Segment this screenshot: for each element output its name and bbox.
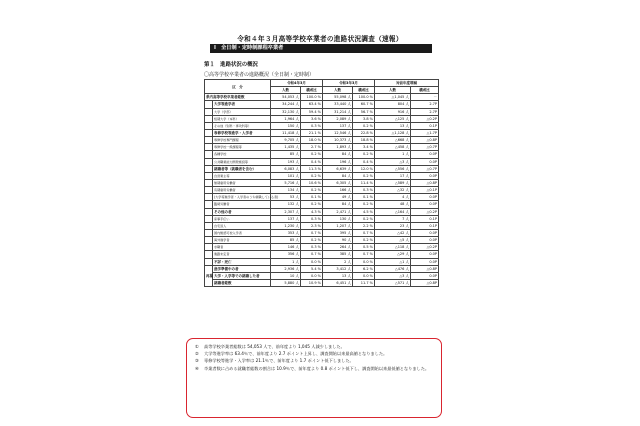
row-value: 0.0 % [301,258,323,265]
row-value: 84 人 [323,172,353,179]
row-value: 0.7 % [353,229,375,236]
row-value: 13 人 [375,122,411,129]
row-label: 短期大学（本科） [213,115,271,122]
table-row [205,265,439,272]
section-bar: Ⅰ 全日制・定時制課程卒業者 [210,44,432,53]
row-value: △458 人 [375,144,411,151]
row-gutter [205,251,213,258]
row-label: 求職者 [213,244,271,251]
table-row [205,151,439,158]
row-value: 0.0 % [301,272,323,279]
row-gutter [205,194,213,201]
row-value: 1,964 人 [271,115,301,122]
row-value: 2,089 人 [323,115,353,122]
row-value: 0.1 % [301,194,323,201]
table-row [205,237,439,244]
header-category: 区 分 [205,80,271,94]
row-value: 196 人 [323,158,353,165]
table-row [205,222,439,229]
row-value: △1,045 人 [375,94,411,101]
row-value: 0.1P [411,215,439,222]
table-header-row [205,80,439,87]
row-value: 59.4 % [301,108,323,115]
row-gutter [205,101,213,108]
row-value: 385 人 [323,251,353,258]
row-value: 2.7P [411,108,439,115]
row-value: 33,440 人 [323,101,353,108]
row-value: 0.0P [411,201,439,208]
row-value: 137 人 [323,122,353,129]
row-label: 国内無認可校入学者 [213,229,271,236]
results-table [204,79,439,287]
row-value: 353 人 [271,229,301,236]
row-gutter [205,165,213,172]
table-row [205,272,439,279]
row-value: 3.6 % [301,115,323,122]
row-gutter [205,208,213,215]
row-value: 0.0P [411,194,439,201]
side-label-recap: 再掲 [205,265,213,286]
note-marker: ② [195,351,199,357]
row-value: 0.2 % [301,151,323,158]
header-period: 令和3年3月 [323,80,375,87]
row-value: 31,214 人 [323,108,353,115]
row-value: 63.4 % [301,101,323,108]
row-label: 就職者等（就職者を含む） [213,165,271,172]
table-row [205,279,439,286]
row-value: 84 人 [323,151,353,158]
note-marker: ④ [195,365,199,371]
row-value: 0.3 % [301,122,323,129]
row-value: △1,128 人 [375,129,411,136]
row-value: 12,546 人 [323,129,353,136]
row-label: 家事手伝い [213,215,271,222]
header-sub: 人数 [271,87,301,94]
table-row [205,129,439,136]
table-row [205,201,439,208]
row-value: 23 人 [375,222,411,229]
row-gutter [205,237,213,244]
table-row [205,244,439,251]
row-label: 大学等進学者 [213,101,271,108]
row-value: 2.3 % [301,222,323,229]
row-value: 146 人 [271,244,301,251]
row-value: 13 人 [323,272,353,279]
table-row [205,122,439,129]
row-value: △1 人 [375,258,411,265]
row-gutter [205,137,213,144]
row-value: 54,053 人 [271,94,301,101]
row-value: 9,705 人 [271,137,301,144]
row-label: 公共職業能力開発施設等 [213,158,271,165]
row-value: △0.7P [411,144,439,151]
row-value: 130 人 [323,215,353,222]
row-value: 0.2 % [301,201,323,208]
row-gutter [205,258,213,265]
row-value: 18.0 % [301,137,323,144]
row-value: 18.8 % [353,137,375,144]
row-value: 134 人 [271,187,301,194]
row-label: 専修学校一般課程等 [213,144,271,151]
row-value: 10.6 % [301,179,323,186]
row-value: 2,471 人 [323,208,353,215]
header-sub: 人数 [375,87,411,94]
row-value: 1 人 [375,151,411,158]
row-value: 22.8 % [353,129,375,136]
row-value: 0.1P [411,122,439,129]
row-label: 進路未定者 [213,251,271,258]
row-label: 臨時労働者 [213,201,271,208]
row-label: 大学（学部） [213,108,271,115]
row-value: 0.0P [411,237,439,244]
header-sub: 構成比 [353,87,375,94]
header-sub: 人数 [323,87,353,94]
row-value: 3.8 % [353,115,375,122]
header-period: 対前年度増減 [375,80,439,87]
row-value: － [411,94,439,101]
row-value: 11.3 % [301,165,323,172]
note-item [195,343,433,350]
row-gutter [205,179,213,186]
row-value: △118 人 [375,244,411,251]
row-value: 90 人 [323,237,353,244]
table-row [205,144,439,151]
row-value: △668 人 [375,137,411,144]
row-gutter [205,222,213,229]
row-value: 100.0 % [353,94,375,101]
row-value: 0.2 % [301,187,323,194]
row-label: (大学等進学者・入学者のうち就職している者) [214,195,279,200]
row-value: 2 人 [323,258,353,265]
row-value: 1,435 人 [271,144,301,151]
row-value: △556 人 [375,165,411,172]
row-value: 60.7 % [353,101,375,108]
row-gutter [205,115,213,122]
header-sub: 構成比 [411,87,439,94]
row-value: 0.1 % [353,194,375,201]
row-value: △164 人 [375,208,411,215]
row-value: 21.1 % [301,129,323,136]
row-gutter [205,129,213,136]
row-value: 11.7 % [353,279,375,286]
row-value: 4.3 % [301,208,323,215]
row-gutter [205,158,213,165]
row-value: △32 人 [375,187,411,194]
note-text: 専修学校等進学・入学率は 21.1％で、前年度より 1.7 ポイント低下しました。 [204,358,354,364]
row-label: 県内高等学校卒業者総数 [205,94,271,101]
row-value: 56.7 % [353,108,375,115]
note-text: 大学等進学率は 63.4％で、前年度より 2.7 ポイント上昇し、調査開始以来最高値となりました。 [204,351,388,357]
page-title: 令和４年３月高等学校卒業者の進路状況調査（速報） [237,35,403,43]
row-value: 356 人 [271,251,301,258]
note-marker: ① [195,344,199,349]
row-value: 916 人 [375,108,411,115]
row-value: 0.4 % [353,158,375,165]
note-item [195,365,433,372]
row-value: 137 人 [271,215,301,222]
row-label: 自宅浪人 [213,222,271,229]
header-sub: 構成比 [301,87,323,94]
note-text: 卒業者数に占める就職者総数の割合は 10.9％で、前年度より 0.8 ポイント低下し、調査開始以来最低値となりました。 [204,365,430,371]
row-value: 0.3 % [301,244,323,251]
table-row [205,215,439,222]
row-value: △3 人 [375,158,411,165]
row-value: △0.1P [411,187,439,194]
row-value: 55,098 人 [323,94,353,101]
row-value: 85 人 [271,151,301,158]
row-value: 12.0 % [353,165,375,172]
row-value: 0.2 % [353,122,375,129]
row-value: 10.9 % [301,279,323,286]
table-row [205,165,439,172]
row-value: 0.2 % [353,215,375,222]
row-value: 6,083 人 [271,165,301,172]
row-value: 6.2 % [353,265,375,272]
row-value: 4 人 [375,194,411,201]
note-item [195,357,433,364]
row-value: 2.7P [411,101,439,108]
row-value: 5,716 人 [271,179,301,186]
row-value: △571 人 [375,279,411,286]
row-value: △29 人 [375,251,411,258]
row-value: 0.0P [411,258,439,265]
row-value: 0.0P [411,151,439,158]
row-value: 0.3 % [301,215,323,222]
row-label: 専修学校等進学・入学者 [213,129,271,136]
row-value: △476 人 [375,265,411,272]
row-value: 11,418 人 [271,129,301,136]
table-row [205,251,439,258]
row-value: 0.2 % [353,151,375,158]
row-value: 1,893 人 [323,144,353,151]
row-value: 6,305 人 [323,179,353,186]
row-label: 専修学校専門課程 [213,137,271,144]
note-item [195,350,433,357]
row-value: 6,451 人 [323,279,353,286]
row-value: 1,207 人 [323,222,353,229]
row-value: 0.0 % [353,258,375,265]
table-row [205,94,439,101]
row-value: 101 人 [271,172,301,179]
row-value: 3.4 % [353,144,375,151]
row-value: 264 人 [323,244,353,251]
row-value: 0.2 % [353,172,375,179]
row-value: 1 人 [271,258,301,265]
row-label: 不詳・死亡 [213,258,271,265]
row-label: 海外進学者 [213,237,271,244]
table-row [205,208,439,215]
row-label: その他の者 [213,208,271,215]
note-marker: ③ [195,358,199,364]
row-value: 132 人 [271,201,301,208]
row-value: 0.7 % [353,251,375,258]
row-value: △0.2P [411,115,439,122]
table-row [205,172,439,179]
row-value: 150 人 [271,122,301,129]
row-value: 0.4 % [301,158,323,165]
row-value: 32,130 人 [271,108,301,115]
row-value: 0.3 % [353,187,375,194]
row-value: △0.8P [411,179,439,186]
row-gutter [205,108,213,115]
table-row [205,229,439,236]
row-value: 2.2 % [353,222,375,229]
row-value: 49 人 [323,194,353,201]
row-value: △589 人 [375,179,411,186]
row-gutter [205,187,213,194]
row-value: 5.4 % [301,265,323,272]
row-value: 0.0P [411,229,439,236]
row-label: 各種学校 [213,151,271,158]
row-value: 7 人 [375,215,411,222]
row-gutter [205,151,213,158]
row-label: その他（別科・専攻科等） [213,122,271,129]
row-value: △3 人 [375,272,411,279]
row-value: △125 人 [375,115,411,122]
notes-box [186,338,442,418]
row-value: 100.0 % [301,94,323,101]
row-value: △0.8P [411,265,439,272]
table-row [205,158,439,165]
table-row [205,179,439,186]
row-value: △0.2P [411,244,439,251]
row-value: △0.8P [411,137,439,144]
row-label: 有期雇用労働者 [213,187,271,194]
row-value: 0.2 % [301,172,323,179]
row-gutter [205,201,213,208]
row-value: 0.2 % [353,201,375,208]
header-period: 令和4年3月 [271,80,323,87]
table-row [205,101,439,108]
row-value: 10,373 人 [323,137,353,144]
row-value: 53 人 [271,194,301,201]
row-label: 自営業主等 [213,172,271,179]
row-value: △0.7P [411,165,439,172]
row-value: 11.4 % [353,179,375,186]
row-gutter [205,144,213,151]
row-value: 0.2 % [353,237,375,244]
row-value: 0.0P [411,172,439,179]
row-label: 就職者総数 [213,279,271,286]
row-value: 0.0P [411,158,439,165]
row-value: △1.7P [411,129,439,136]
row-value: 6,639 人 [323,165,353,172]
row-value: 804 人 [375,101,411,108]
row-value: △0.8P [411,279,439,286]
row-value: 0.1P [411,222,439,229]
row-gutter [205,122,213,129]
row-value: 395 人 [323,229,353,236]
row-value: 0.7 % [301,229,323,236]
row-gutter [205,244,213,251]
row-value: 34,244 人 [271,101,301,108]
row-value: 1,230 人 [271,222,301,229]
row-gutter [205,229,213,236]
row-value: 48 人 [375,201,411,208]
table-row [205,108,439,115]
row-value: 0.0P [411,272,439,279]
row-value: 84 人 [323,201,353,208]
row-value: 17 人 [375,172,411,179]
table-row [205,187,439,194]
table-row [205,115,439,122]
row-value: 166 人 [323,187,353,194]
row-value: 4.5 % [353,208,375,215]
row-value: 0.7 % [301,251,323,258]
row-value: 3,412 人 [323,265,353,272]
row-value: △42 人 [375,229,411,236]
row-value: 0.0 % [353,272,375,279]
row-value: 2,936 人 [271,265,301,272]
row-label: 無期雇用労働者 [213,179,271,186]
note-text: 高等学校卒業者総数は 54,053 人で、前年度より 1,045 人減少しました。 [204,344,345,349]
row-label: 大学・入学等での就職した者 [213,272,271,279]
row-value: 2.7 % [301,144,323,151]
row-gutter [205,215,213,222]
heading-overview: 第１ 進路状況の概況 [204,62,258,68]
row-value: △5 人 [375,237,411,244]
table-row [205,137,439,144]
table-row [205,258,439,265]
table-row [205,194,439,201]
row-label: 進学準備中の者 [213,265,271,272]
heading-table: 〇高等学校卒業者の進路概況（全日制・定時制） [204,72,315,78]
row-value: 2,307 人 [271,208,301,215]
row-value: 0.5 % [353,244,375,251]
row-value: 10 人 [271,272,301,279]
row-value: 0.0P [411,251,439,258]
row-value: △0.2P [411,208,439,215]
row-value: 0.2 % [301,237,323,244]
row-value: 5,880 人 [271,279,301,286]
row-value: 193 人 [271,158,301,165]
row-gutter [205,172,213,179]
row-value: 85 人 [271,237,301,244]
